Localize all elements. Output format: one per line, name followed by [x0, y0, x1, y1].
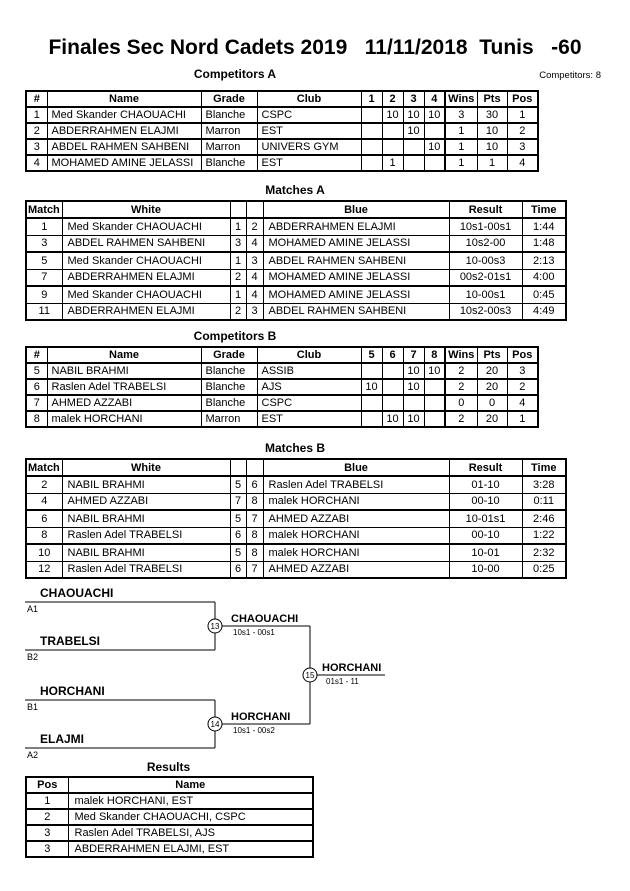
- match-number: 13: [210, 622, 220, 631]
- table-cell: 1:44: [522, 218, 566, 235]
- table-cell: CSPC: [257, 395, 361, 411]
- table-cell: 4:00: [522, 269, 566, 286]
- table-cell: MOHAMED AMINE JELASSI: [263, 286, 449, 303]
- table-row: [26, 510, 566, 527]
- table-cell: ASSIB: [257, 363, 361, 379]
- table-cell: Med Skander CHAOUACHI: [62, 218, 230, 235]
- table-cell: Raslen Adel TRABELSI, AJS: [68, 825, 313, 841]
- table-cell: Marron: [201, 411, 257, 427]
- table-cell: 4: [246, 235, 263, 252]
- table-cell: [361, 411, 382, 427]
- column-header: 1: [361, 91, 382, 107]
- table-cell: 2: [246, 218, 263, 235]
- column-header: Wins: [445, 347, 477, 363]
- table-cell: 3: [26, 841, 68, 857]
- table-cell: 1: [477, 155, 507, 171]
- table-cell: NABIL BRAHMI: [47, 363, 201, 379]
- table-cell: 10s2-00: [449, 235, 522, 252]
- column-header: [230, 459, 246, 476]
- table-cell: Blanche: [201, 395, 257, 411]
- table-cell: [361, 155, 382, 171]
- column-header: [246, 201, 263, 218]
- table-cell: 4: [507, 395, 538, 411]
- table-cell: 2: [230, 303, 246, 320]
- column-header: Pos: [26, 777, 68, 793]
- table-cell: 3: [507, 363, 538, 379]
- table-cell: [403, 139, 424, 155]
- table-cell: Blanche: [201, 379, 257, 395]
- column-header: White: [62, 201, 230, 218]
- table-cell: [424, 411, 445, 427]
- table-cell: 2:32: [522, 544, 566, 561]
- header-row: [26, 347, 538, 363]
- table-cell: 6: [26, 379, 47, 395]
- table-cell: 8: [246, 493, 263, 510]
- match-score: 10s1 - 00s1: [233, 628, 275, 637]
- column-header: Blue: [263, 459, 449, 476]
- table-cell: Med Skander CHAOUACHI: [62, 286, 230, 303]
- table-cell: 2:46: [522, 510, 566, 527]
- match-winner: CHAOUACHI: [231, 613, 299, 625]
- table-cell: 10s1-00s1: [449, 218, 522, 235]
- table-cell: malek HORCHANI: [263, 493, 449, 510]
- table-cell: Blanche: [201, 155, 257, 171]
- table-cell: 10: [403, 411, 424, 427]
- table-row: [26, 841, 313, 857]
- table-row: [26, 286, 566, 303]
- table-cell: 3: [246, 303, 263, 320]
- competitors-a-table: [25, 90, 539, 172]
- table-cell: 00-10: [449, 493, 522, 510]
- bracket-slot-seed: A2: [27, 750, 39, 760]
- table-cell: [403, 155, 424, 171]
- column-header: Result: [449, 201, 522, 218]
- bracket-slot-seed: B2: [27, 652, 39, 662]
- table-cell: [361, 123, 382, 139]
- table-cell: EST: [257, 411, 361, 427]
- column-header: Result: [449, 459, 522, 476]
- table-cell: 3: [507, 139, 538, 155]
- column-header: Grade: [201, 347, 257, 363]
- table-row: [26, 363, 538, 379]
- competitors-b-table: [25, 346, 539, 428]
- table-row: [26, 793, 313, 809]
- table-cell: 3: [26, 825, 68, 841]
- table-cell: 7: [26, 269, 62, 286]
- table-cell: malek HORCHANI: [263, 527, 449, 544]
- table-cell: [382, 123, 403, 139]
- table-cell: 0:25: [522, 561, 566, 578]
- table-cell: [424, 123, 445, 139]
- table-row: [26, 476, 566, 493]
- table-row: [26, 395, 538, 411]
- table-cell: 0:45: [522, 286, 566, 303]
- table-cell: NABIL BRAHMI: [62, 544, 230, 561]
- column-header: Club: [257, 347, 361, 363]
- table-cell: ABDERRAHMEN ELAJMI: [47, 123, 201, 139]
- table-cell: 2: [26, 123, 47, 139]
- table-cell: 5: [230, 544, 246, 561]
- table-cell: 2: [445, 363, 477, 379]
- table-cell: 6: [230, 527, 246, 544]
- table-row: [26, 527, 566, 544]
- column-header: Name: [47, 347, 201, 363]
- table-cell: Blanche: [201, 363, 257, 379]
- table-cell: 2:13: [522, 252, 566, 269]
- table-cell: 1: [445, 139, 477, 155]
- table-row: [26, 235, 566, 252]
- column-header: Grade: [201, 91, 257, 107]
- table-cell: 10: [477, 123, 507, 139]
- bracket-slot-a2: [27, 732, 84, 760]
- table-row: [26, 809, 313, 825]
- match-number: 15: [305, 671, 315, 680]
- table-cell: ABDERRAHMEN ELAJMI: [263, 218, 449, 235]
- table-cell: malek HORCHANI, EST: [68, 793, 313, 809]
- table-cell: 1: [445, 123, 477, 139]
- table-cell: CSPC: [257, 107, 361, 123]
- table-cell: [361, 395, 382, 411]
- column-header: Pos: [507, 91, 538, 107]
- bracket-slot-b2: [27, 634, 100, 662]
- table-cell: 8: [26, 411, 47, 427]
- section-title-competitors-b: Competitors B: [193, 329, 277, 343]
- section-title-matches-a: Matches A: [265, 183, 325, 197]
- column-header: 2: [382, 91, 403, 107]
- table-row: [26, 107, 538, 123]
- table-cell: 10: [403, 379, 424, 395]
- table-cell: 3:28: [522, 476, 566, 493]
- table-cell: 10-01: [449, 544, 522, 561]
- table-cell: 10-00s1: [449, 286, 522, 303]
- section-title-matches-b: Matches B: [264, 441, 326, 455]
- matches-b-table: [25, 458, 567, 579]
- table-cell: 7: [246, 561, 263, 578]
- bracket-slot-a1: [27, 586, 113, 614]
- bracket-slot-seed: B1: [27, 702, 39, 712]
- table-cell: 2: [507, 123, 538, 139]
- table-cell: 3: [445, 107, 477, 123]
- table-cell: 1: [230, 286, 246, 303]
- table-cell: 00s2-01s1: [449, 269, 522, 286]
- table-cell: 4:49: [522, 303, 566, 320]
- table-cell: 11: [26, 303, 62, 320]
- table-cell: 3: [26, 235, 62, 252]
- table-cell: Raslen Adel TRABELSI: [263, 476, 449, 493]
- table-cell: 6: [26, 510, 62, 527]
- table-cell: Raslen Adel TRABELSI: [62, 527, 230, 544]
- table-row: [26, 123, 538, 139]
- table-cell: UNIVERS GYM: [257, 139, 361, 155]
- table-cell: ABDEL RAHMEN SAHBENI: [263, 303, 449, 320]
- column-header: #: [26, 347, 47, 363]
- table-cell: malek HORCHANI: [47, 411, 201, 427]
- table-cell: 10: [477, 139, 507, 155]
- table-cell: 10s2-00s3: [449, 303, 522, 320]
- table-cell: 1: [26, 107, 47, 123]
- column-header: Name: [68, 777, 313, 793]
- column-header: [230, 201, 246, 218]
- table-cell: 6: [246, 476, 263, 493]
- table-cell: [382, 363, 403, 379]
- table-cell: 7: [26, 395, 47, 411]
- table-cell: 2: [445, 379, 477, 395]
- table-cell: 5: [230, 510, 246, 527]
- column-header: Time: [522, 201, 566, 218]
- table-cell: 10: [403, 123, 424, 139]
- column-header: White: [62, 459, 230, 476]
- header-row: [26, 91, 538, 107]
- table-cell: Med Skander CHAOUACHI: [47, 107, 201, 123]
- table-cell: 4: [246, 269, 263, 286]
- table-cell: 20: [477, 363, 507, 379]
- table-cell: 10-01s1: [449, 510, 522, 527]
- column-header: Pts: [477, 91, 507, 107]
- table-cell: [403, 395, 424, 411]
- page-title: Finales Sec Nord Cadets 2019 11/11/2018 Tunis -60: [48, 36, 582, 59]
- table-row: [26, 493, 566, 510]
- table-row: [26, 379, 538, 395]
- column-header: [246, 459, 263, 476]
- table-cell: ABDERRAHMEN ELAJMI: [62, 303, 230, 320]
- table-cell: 10: [424, 363, 445, 379]
- table-cell: 10: [403, 363, 424, 379]
- table-cell: [361, 139, 382, 155]
- match-winner: HORCHANI: [322, 662, 382, 674]
- table-cell: MOHAMED AMINE JELASSI: [47, 155, 201, 171]
- table-cell: 10: [382, 411, 403, 427]
- table-cell: AHMED AZZABI: [47, 395, 201, 411]
- bracket-match-14: [208, 711, 290, 735]
- table-cell: 20: [477, 411, 507, 427]
- table-row: [26, 303, 566, 320]
- table-cell: [382, 395, 403, 411]
- table-cell: Med Skander CHAOUACHI: [62, 252, 230, 269]
- table-row: [26, 825, 313, 841]
- bracket-slot-seed: A1: [27, 604, 39, 614]
- table-cell: Med Skander CHAOUACHI, CSPC: [68, 809, 313, 825]
- column-header: 6: [382, 347, 403, 363]
- table-cell: ABDERRAHMEN ELAJMI, EST: [68, 841, 313, 857]
- table-cell: EST: [257, 123, 361, 139]
- header-row: [26, 459, 566, 476]
- match-number: 14: [210, 720, 220, 729]
- table-cell: 2: [445, 411, 477, 427]
- table-cell: 1: [26, 218, 62, 235]
- column-header: 5: [361, 347, 382, 363]
- table-cell: 10: [424, 107, 445, 123]
- table-cell: ABDEL RAHMEN SAHBENI: [47, 139, 201, 155]
- column-header: 3: [403, 91, 424, 107]
- table-cell: 10: [424, 139, 445, 155]
- table-cell: 5: [26, 363, 47, 379]
- table-cell: 7: [246, 510, 263, 527]
- table-cell: 10-00: [449, 561, 522, 578]
- table-cell: AJS: [257, 379, 361, 395]
- table-cell: 2: [26, 476, 62, 493]
- table-cell: 2: [507, 379, 538, 395]
- table-cell: 0: [477, 395, 507, 411]
- table-cell: 2: [230, 269, 246, 286]
- table-cell: [382, 379, 403, 395]
- column-header: Match: [26, 201, 62, 218]
- table-cell: AHMED AZZABI: [62, 493, 230, 510]
- table-cell: 9: [26, 286, 62, 303]
- table-cell: 1: [507, 107, 538, 123]
- table-cell: 1: [230, 252, 246, 269]
- bracket-match-13: [208, 613, 298, 637]
- match-score: 10s1 - 00s2: [233, 726, 275, 735]
- table-cell: 1: [26, 793, 68, 809]
- table-cell: MOHAMED AMINE JELASSI: [263, 235, 449, 252]
- table-cell: 8: [246, 527, 263, 544]
- table-cell: ABDEL RAHMEN SAHBENI: [263, 252, 449, 269]
- table-cell: 5: [230, 476, 246, 493]
- table-cell: 7: [230, 493, 246, 510]
- table-row: [26, 155, 538, 171]
- match-winner: HORCHANI: [231, 711, 291, 723]
- table-cell: 1: [382, 155, 403, 171]
- bracket-slot-b1: [27, 684, 105, 712]
- table-cell: 5: [26, 252, 62, 269]
- table-cell: 3: [26, 139, 47, 155]
- table-row: [26, 139, 538, 155]
- column-header: 4: [424, 91, 445, 107]
- table-cell: 10: [26, 544, 62, 561]
- table-cell: 12: [26, 561, 62, 578]
- table-cell: 30: [477, 107, 507, 123]
- table-cell: [382, 139, 403, 155]
- table-cell: 1:48: [522, 235, 566, 252]
- competitors-count: Competitors: 8: [539, 70, 601, 81]
- table-cell: 1: [445, 155, 477, 171]
- table-cell: AHMED AZZABI: [263, 561, 449, 578]
- column-header: Pos: [507, 347, 538, 363]
- bracket-match-15-final: [303, 662, 381, 686]
- column-header: 8: [424, 347, 445, 363]
- table-cell: 3: [230, 235, 246, 252]
- table-cell: AHMED AZZABI: [263, 510, 449, 527]
- column-header: Name: [47, 91, 201, 107]
- table-cell: 1:22: [522, 527, 566, 544]
- table-row: [26, 218, 566, 235]
- column-header: Wins: [445, 91, 477, 107]
- table-cell: 20: [477, 379, 507, 395]
- table-cell: 0:11: [522, 493, 566, 510]
- table-cell: 6: [230, 561, 246, 578]
- match-score: 01s1 - 11: [326, 677, 359, 686]
- table-cell: 4: [246, 286, 263, 303]
- table-cell: 10-00s3: [449, 252, 522, 269]
- table-row: [26, 252, 566, 269]
- bracket-slot-name: ELAJMI: [40, 732, 85, 746]
- table-cell: Raslen Adel TRABELSI: [47, 379, 201, 395]
- column-header: 7: [403, 347, 424, 363]
- column-header: #: [26, 91, 47, 107]
- bracket-slot-name: TRABELSI: [40, 634, 100, 648]
- table-cell: [424, 395, 445, 411]
- table-cell: 1: [230, 218, 246, 235]
- table-cell: 00-10: [449, 527, 522, 544]
- column-header: Match: [26, 459, 62, 476]
- column-header: Club: [257, 91, 361, 107]
- table-cell: 10: [382, 107, 403, 123]
- section-title-competitors-a: Competitors A: [193, 67, 277, 81]
- table-cell: [361, 107, 382, 123]
- table-cell: 3: [246, 252, 263, 269]
- table-cell: ABDERRAHMEN ELAJMI: [62, 269, 230, 286]
- header-row: [26, 201, 566, 218]
- final-bracket: [0, 585, 630, 765]
- table-cell: 8: [246, 544, 263, 561]
- table-cell: Marron: [201, 139, 257, 155]
- table-cell: 4: [26, 155, 47, 171]
- table-cell: MOHAMED AMINE JELASSI: [263, 269, 449, 286]
- table-cell: 10: [361, 379, 382, 395]
- table-cell: Raslen Adel TRABELSI: [62, 561, 230, 578]
- results-table: [25, 776, 314, 858]
- column-header: Blue: [263, 201, 449, 218]
- table-cell: [424, 155, 445, 171]
- column-header: Pts: [477, 347, 507, 363]
- table-cell: 10: [403, 107, 424, 123]
- table-cell: 4: [507, 155, 538, 171]
- header-row: [26, 777, 313, 793]
- table-cell: 0: [445, 395, 477, 411]
- table-cell: Marron: [201, 123, 257, 139]
- table-cell: 4: [26, 493, 62, 510]
- table-row: [26, 269, 566, 286]
- table-cell: [361, 363, 382, 379]
- table-row: [26, 411, 538, 427]
- bracket-slot-name: HORCHANI: [40, 684, 105, 698]
- table-cell: NABIL BRAHMI: [62, 510, 230, 527]
- table-cell: malek HORCHANI: [263, 544, 449, 561]
- table-cell: Blanche: [201, 107, 257, 123]
- table-cell: 8: [26, 527, 62, 544]
- matches-a-table: [25, 200, 567, 321]
- table-cell: 1: [507, 411, 538, 427]
- table-cell: 01-10: [449, 476, 522, 493]
- table-cell: ABDEL RAHMEN SAHBENI: [62, 235, 230, 252]
- table-cell: [424, 379, 445, 395]
- section-title-results: Results: [146, 760, 191, 774]
- table-row: [26, 544, 566, 561]
- table-row: [26, 561, 566, 578]
- bracket-slot-name: CHAOUACHI: [40, 586, 114, 600]
- table-cell: NABIL BRAHMI: [62, 476, 230, 493]
- column-header: Time: [522, 459, 566, 476]
- table-cell: EST: [257, 155, 361, 171]
- table-cell: 2: [26, 809, 68, 825]
